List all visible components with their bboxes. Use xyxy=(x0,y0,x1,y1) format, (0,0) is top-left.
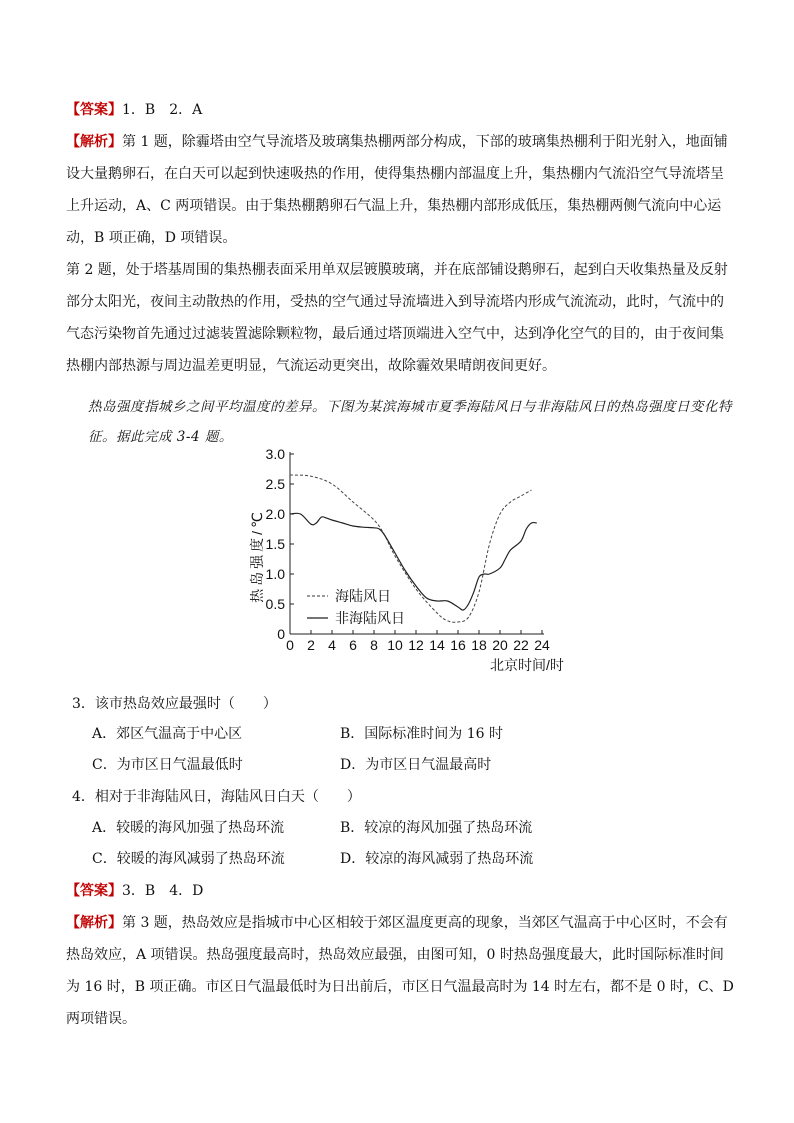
q3-option-b: B．国际标准时间为 16 时 xyxy=(340,726,504,742)
x-tick-label: 14 xyxy=(429,637,445,653)
chart-axes xyxy=(290,452,544,634)
analysis-paragraph-2 xyxy=(66,254,734,382)
answer-line-1 xyxy=(66,94,734,126)
x-tick-label: 20 xyxy=(492,637,508,653)
x-tick-label: 22 xyxy=(513,637,529,653)
x-tick-label: 4 xyxy=(328,637,336,653)
chart-legend xyxy=(307,588,405,626)
y-tick-label: 2.0 xyxy=(265,506,285,522)
analysis-text-3: 第 3 题，热岛效应是指城市中心区相较于郊区温度更高的现象，当郊区气温高于中心区时，不会有热岛效应，A 项错误。热岛强度最高时，热岛效应最强，由图可知，0 时热岛强度最大，此时国际标准时间为 16 时，B 项正确。市区日气温最低时为日出前后，市区日气温最高时为 14 时左右，都不是 0 时，C、D 两项错误。 xyxy=(66,915,734,1027)
analysis-text-2: 第 2 题，处于塔基周围的集热棚表面采用单双层镀膜玻璃，并在底部铺设鹅卵石，起到白天收集热量及反射部分太阳光，夜间主动散热的作用，受热的空气通过导流墙进入到导流塔内形成气流流动，此时，气流中的气态污染物首先通过过滤装置滤除颗粒物，最后通过塔顶端进入空气中，达到净化空气的目的，由于夜间集热棚内部热源与周边温差更明显，气流运动更突出，故除霾效果晴朗夜间更好。 xyxy=(66,262,728,374)
q4-option-b: B．较凉的海风加强了热岛环流 xyxy=(340,820,533,836)
series-line-sea-land-breeze xyxy=(290,475,532,622)
x-tick-label: 24 xyxy=(534,637,550,653)
x-tick-label: 12 xyxy=(408,637,424,653)
x-tick-label: 18 xyxy=(471,637,487,653)
answer-text: 1．B 2．A xyxy=(122,102,203,118)
y-tick-label: 1.0 xyxy=(265,566,285,582)
x-tick-label: 8 xyxy=(370,637,378,653)
q4-option-d: D．较凉的海风减弱了热岛环流 xyxy=(340,851,534,867)
y-tick-label: 0 xyxy=(277,626,285,642)
analysis-paragraph-1 xyxy=(66,126,734,254)
x-tick-labels xyxy=(286,630,550,653)
x-tick-label: 0 xyxy=(286,637,294,653)
legend-label-non-sea-land: 非海陆风日 xyxy=(335,610,405,626)
answer-tag: 【答案】 xyxy=(66,102,122,118)
analysis-paragraph-3 xyxy=(66,907,734,1035)
analysis-tag: 【解析】 xyxy=(66,134,122,150)
q3-option-c: C．为市区日气温最低时 xyxy=(92,757,243,773)
question-4-stem: 4．相对于非海陆风日，海陆风日白天（ ） xyxy=(72,789,361,805)
analysis-text: 第 1 题，除霾塔由空气导流塔及玻璃集热棚两部分构成，下部的玻璃集热棚利于阳光射入，地面铺设大量鹅卵石，在白天可以起到快速吸热的作用，使得集热棚内部温度上升，集热棚内气流沿空气导流塔呈上升运动，A、C 两项错误。由于集热棚鹅卵石气温上升，集热棚内部形成低压，集热棚两侧气流向中心运动，B 项正确，D 项错误。 xyxy=(66,134,728,246)
x-tick-label: 6 xyxy=(349,637,357,653)
q3-option-d: D．为市区日气温最高时 xyxy=(340,757,492,773)
y-tick-label: 0.5 xyxy=(265,596,285,612)
answer-text-2: 3．B 4．D xyxy=(122,883,204,899)
q4-option-a: A．较暖的海风加强了热岛环流 xyxy=(92,820,285,836)
x-axis-label: 北京时间/时 xyxy=(490,657,564,673)
analysis-tag-2: 【解析】 xyxy=(66,915,122,931)
y-axis-label: 热岛强度/℃ xyxy=(249,509,265,603)
x-tick-label: 2 xyxy=(307,637,315,653)
x-tick-label: 16 xyxy=(450,637,466,653)
y-tick-label: 2.5 xyxy=(265,476,285,492)
answer-line-2 xyxy=(66,875,734,907)
y-tick-label: 3.0 xyxy=(265,446,285,462)
y-tick-label: 1.5 xyxy=(265,536,285,552)
q4-option-c: C．较暖的海风减弱了热岛环流 xyxy=(92,851,285,867)
answer-tag-2: 【答案】 xyxy=(66,883,122,899)
x-tick-label: 10 xyxy=(387,637,403,653)
q3-option-a: A．郊区气温高于中心区 xyxy=(92,726,243,742)
chart-series xyxy=(290,475,537,622)
heat-island-chart xyxy=(236,444,576,680)
question-intro: 热岛强度指城乡之间平均温度的差异。下图为某滨海城市夏季海陆风日与非海陆风日的热岛强度日变化特征。据此完成 3-4 题。 xyxy=(88,398,732,445)
legend-label-sea-land: 海陆风日 xyxy=(335,588,391,604)
question-3-stem: 3．该市热岛效应最强时（ ） xyxy=(72,696,277,712)
